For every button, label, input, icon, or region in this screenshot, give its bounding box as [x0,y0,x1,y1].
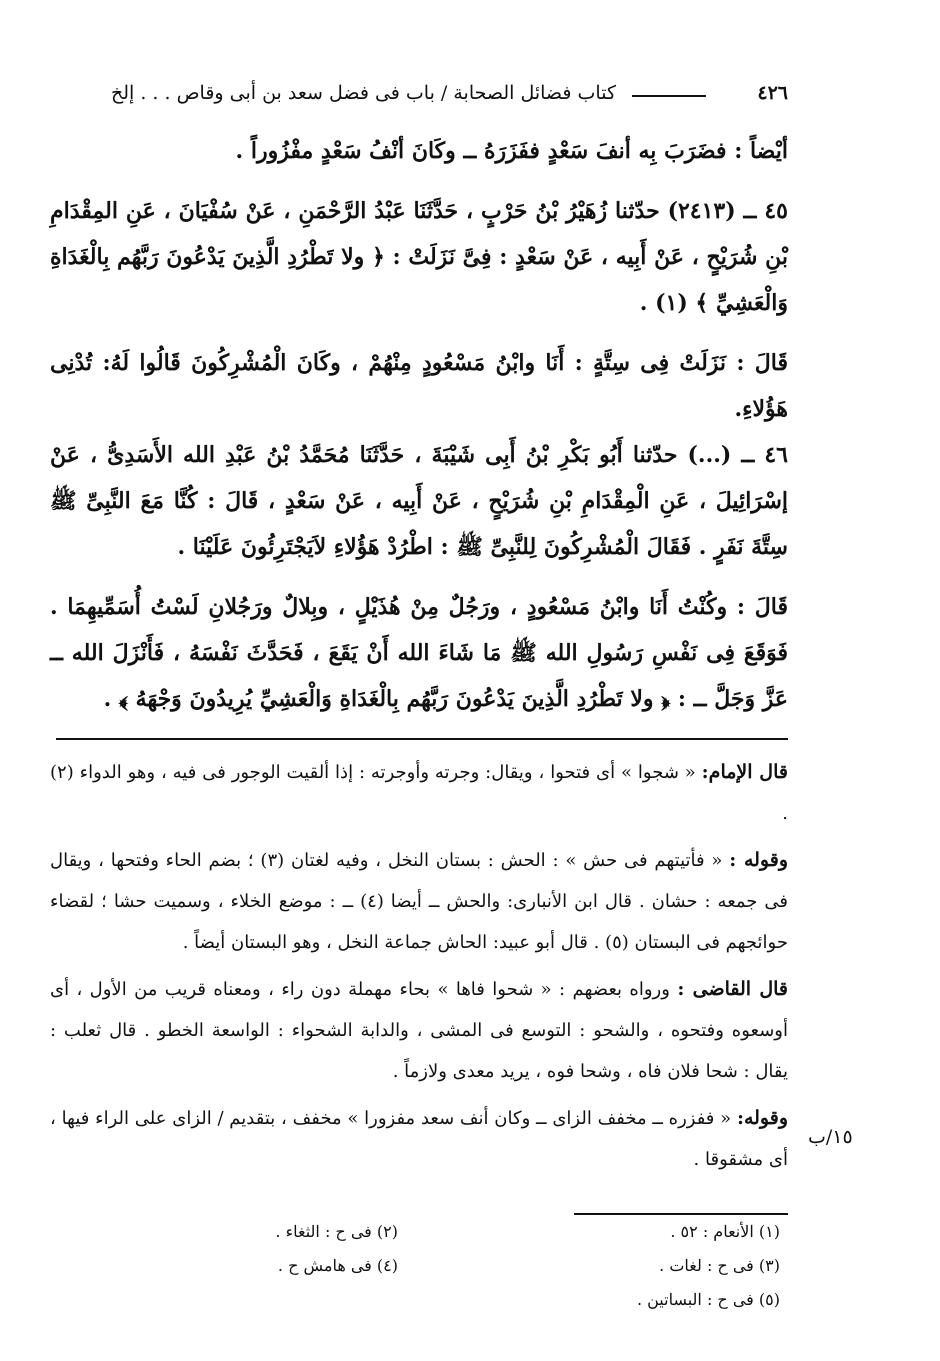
commentary-lead: قال القاضى : [677,978,788,1000]
footnote-4: (٤) فى هامش ح . [277,1256,398,1275]
commentary-lead: وقوله : [729,849,788,871]
main-paragraph-3: قَالَ : نَزَلَتْ فِى سِتَّةٍ : أَنَا وابْنُ مَسْعُودٍ مِنْهُمْ ، وكَانَ الْمُشْرِكُونَ قَالُوا لَهُ: تُدْنِى هَؤُلاءِ. [50,350,788,422]
commentary-paragraph [50,840,788,963]
main-paragraph-5: قَالَ : وكُنْتُ أَنَا وابْنُ مَسْعُودٍ ، ورَجُلٌ مِنْ هُذَيْلٍ ، وبِلالٌ ورَجُلانِ لَسْتُ أُسَمِّيهِمَا . فَوَقَعَ فِى نَفْسِ رَسُولِ الله ﷺ مَا شَاءَ الله أَنْ يَقَعَ ، فَحَدَّثَ نَفْسَهُ ، فَأَنْزَلَ الله ــ عَزَّ وَجَلَّ ــ : ﴿ ولا تَطْرُدِ الَّذِينَ يَدْعُونَ رَبَّهُم بِالْغَدَاةِ وَالْعَشِيِّ يُرِيدُونَ وَجْهَهُ ﴾ . [50,594,788,712]
commentary-body: ورواه بعضهم : « شحوا فاها » بحاء مهملة دون راء ، ومعناه قريب من الأول ، أى أوسعوه وفتحوه ، والشحو : التوسع فى المشى ، والدابة الشحواء : الواسعة الخطو . قال ثعلب : يقال : شحا فلان فاه ، وشحا فوه ، يريد معدى ولازماً . [50,979,788,1082]
page-header [56,82,788,112]
hadith-text [50,128,788,722]
commentary-body: « ففزره ــ مخفف الزاى ــ وكان أنف سعد مفزورا » مخفف ، بتقديم / الزاى على الراء فيها ، أى مشقوقا . [50,1108,788,1170]
page-number: ٤٢٦ [757,82,788,104]
commentary-paragraph [50,1098,788,1180]
commentary-lead: وقوله: [736,1107,788,1129]
footnote-divider [574,1213,788,1215]
manuscript-folio-note: ١٥/ب [808,1126,853,1148]
hadith-46: ٤٦ ــ (...) حدّثنا أَبُو بَكْرِ بْنُ أَبِى شَيْبَةَ ، حَدَّثَنَا مُحَمَّدُ بْنُ عَبْدِ الله الأَسَدِىُّ ، عَنْ إسْرَائِيلَ ، عَنِ الْمِقْدَامِ بْنِ شُرَيْحٍ ، عَنْ أَبِيه ، عَنْ سَعْدٍ ، قَالَ : كُنَّا مَعَ النَّبِىِّ ﷺ سِتَّةَ نَفَرٍ . فَقَالَ الْمُشْرِكُونَ لِلنَّبِىِّ ﷺ : اطْرُدْ هَؤُلاءِ لاَيَجْتَرِئُونَ عَلَيْنَا . [50,442,788,560]
commentary-paragraph [50,969,788,1092]
hadith-45: ٤٥ ــ (٢٤١٣) حدّثنا زُهَيْرُ بْنُ حَرْبٍ ، حَدَّثَنَا عَبْدُ الرَّحْمَنِ ، عَنْ سُفْيَانَ ، عَنِ المِقْدَامِ بْنِ شُرَيْحٍ ، عَنْ أَبِيه ، عَنْ سَعْدٍ : فِىَّ نَزَلَتْ : ﴿ ولا تَطْرُدِ الَّذِينَ يَدْعُونَ رَبَّهُم بِالْغَدَاةِ وَالْعَشِيِّ ﴾ (١) . [50,198,788,316]
commentary [50,752,788,1186]
main-paragraph-1: أيْضاً : فضَرَبَ بِه أنفَ سَعْدٍ ففَزَرَهُ ــ وكَانَ أنْفُ سَعْدٍ مفْزُوراً . [235,138,788,164]
footnote-1: (١) الأنعام : ٥٢ . [670,1222,780,1241]
running-title: كتاب فضائل الصحابة / باب فى فضل سعد بن أبى وقاص . . . إلخ [110,82,616,104]
commentary-body: « شجوا » أى فتحوا ، ويقال: وجرته وأوجرته : إذا ألقيت الوجور فى فيه ، وهو الدواء (٢) . [50,762,788,824]
commentary-body: « فأتيتهم فى حش » : الحش : بستان النخل ، وفيه لغتان (٣) ؛ بضم الحاء وفتحها ، ويقال فى جمعه : حشان . قال ابن الأنبارى: والحش ــ أيضا (٤) ــ : موضع الخلاء ، وسميت حشا ؛ لقضاء حوائجهم فى البستان (٥) . قال أبو عبيد: الحاش جماعة النخل ، وهو البستان أيضاً . [50,850,788,953]
header-dash-rule [632,95,706,97]
text-commentary-divider [56,738,788,740]
commentary-paragraph [50,752,788,834]
commentary-lead: قال الإمام: [701,761,788,783]
footnote-5: (٥) فى ح : البساتين . [636,1290,780,1309]
footnote-3: (٣) فى ح : لغات . [659,1256,780,1275]
footnote-2: (٢) فى ح : الثغاء . [275,1222,398,1241]
